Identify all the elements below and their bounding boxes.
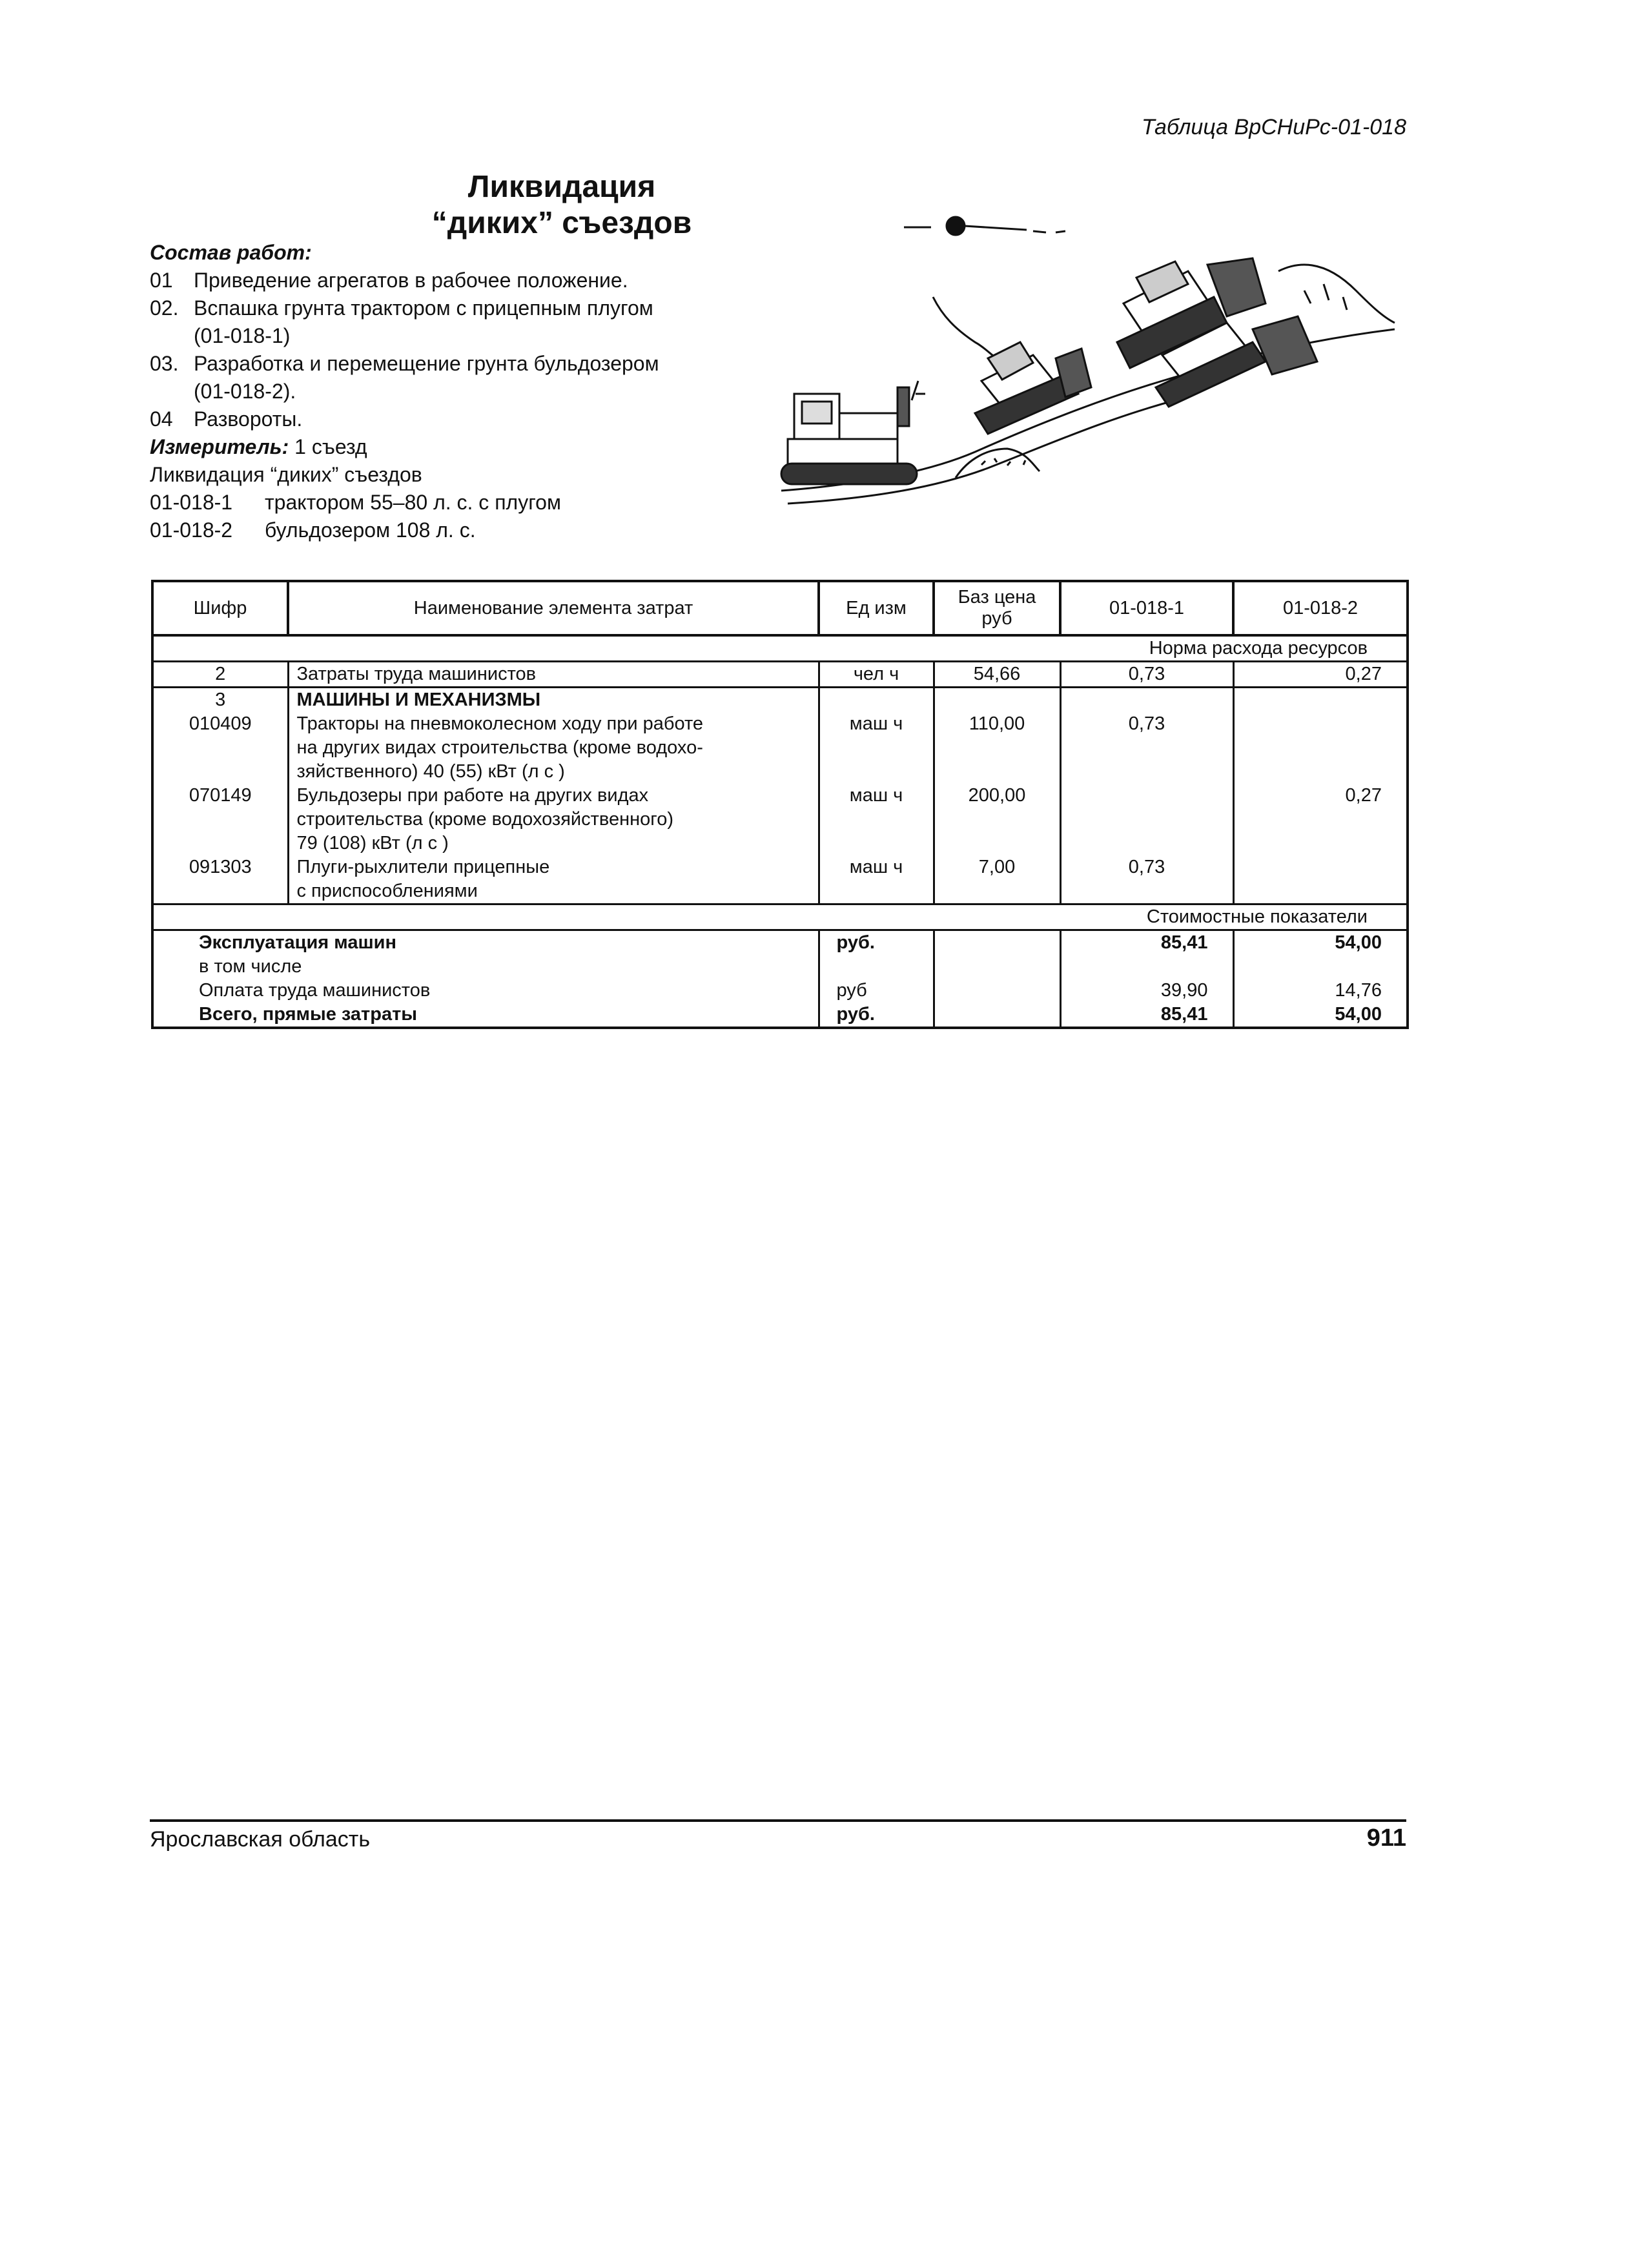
work-item [150,267,770,294]
cell-code: 070149 [152,784,288,855]
title-line-2: “диких” съездов [431,206,692,240]
cell-name-line: 79 (108) кВт (л с ) [296,833,449,853]
work-item-num: 01 [150,269,173,292]
measure-label: Измеритель: [150,435,289,458]
cell-v2 [1233,712,1408,784]
cell-price: 7,00 [934,855,1060,904]
variant-code: 01-018-2 [150,518,233,542]
cell-unit: руб. [819,1003,934,1028]
table-row [152,955,1408,979]
cell-name: МАШИНЫ И МЕХАНИЗМЫ [288,688,819,713]
work-item-num: 02. [150,296,179,320]
work-item-cont: (01-018-1) [194,324,291,347]
cell-v2: 0,27 [1233,662,1408,688]
cell-code: 091303 [152,855,288,904]
header-price-line1: Баз цена [958,587,1036,608]
footer-region: Ярославская область [150,1827,371,1852]
work-item-text: Приведение агрегатов в рабочее положение. [194,269,628,292]
cell-code: 3 [152,688,288,713]
cell-v1: 0,73 [1060,712,1233,784]
variant-code: 01-018-1 [150,491,233,514]
resource-table [151,580,1409,1029]
section-norm: Норма расхода ресурсов [152,635,1408,662]
section-cost: Стоимостные показатели [152,904,1408,930]
cell-name: Эксплуатация машин [152,930,819,955]
cell-price: 54,66 [934,662,1060,688]
cell-v1: 0,73 [1060,855,1233,904]
header-unit: Ед изм [819,581,934,635]
work-item [150,294,770,322]
measure-line [150,433,770,461]
table-id: Таблица ВрСНиРс-01-018 [1141,115,1406,139]
works-subtitle: Ликвидация “диких” съездов [150,463,422,486]
table-row [152,930,1408,955]
table-header-row [152,581,1408,635]
cell-unit: маш ч [819,784,934,855]
variant-line [150,516,770,544]
table-row [152,1003,1408,1028]
cell-name-line: Тракторы на пневмоколесном ходу при работе [296,713,704,734]
work-item-num: 03. [150,352,179,375]
cell-unit: чел ч [819,662,934,688]
header-code: Шифр [152,581,288,635]
cell-name [288,855,819,904]
cell-v2: 0,27 [1233,784,1408,855]
cell-code: 2 [152,662,288,688]
header-price-line2: руб [981,608,1012,629]
work-item-text: Вспашка грунта трактором с прицепным плугом [194,296,653,320]
work-item-num: 04 [150,407,173,431]
page-number: 911 [1366,1824,1406,1852]
header-name: Наименование элемента затрат [288,581,819,635]
variant-line [150,489,770,516]
cell-v1: 0,73 [1060,662,1233,688]
cell-name-line: строительства (кроме водохозяйственного) [296,809,674,830]
cell-name: в том числе [152,955,819,979]
table-row [152,662,1408,688]
work-item [150,350,770,378]
table-row [152,784,1408,855]
cell-name: Всего, прямые затраты [152,1003,819,1028]
header-col1: 01-018-1 [1060,581,1233,635]
bulldozer-illustration [762,194,1408,516]
cell-unit: руб. [819,930,934,955]
work-item-text: Разработка и перемещение грунта бульдозером [194,352,659,375]
cell-name: Оплата труда машинистов [152,979,819,1003]
cell-name [288,784,819,855]
cell-unit: руб [819,979,934,1003]
page-title [381,169,743,241]
table-row [152,979,1408,1003]
cell-v1 [1060,784,1233,855]
cell-v2: 14,76 [1233,979,1408,1003]
title-line-1: Ликвидация [467,170,656,204]
header-price [934,581,1060,635]
header-col2: 01-018-2 [1233,581,1408,635]
table-row [152,688,1408,713]
cell-name [288,712,819,784]
work-item [150,405,770,433]
work-item-cont: (01-018-2). [194,380,296,403]
cell-v1: 85,41 [1060,1003,1233,1028]
cell-v2: 54,00 [1233,1003,1408,1028]
cell-name-line: Бульдозеры при работе на других видах [296,785,649,806]
works-heading: Состав работ: [150,241,312,264]
work-item-text: Развороты. [194,407,303,431]
table-row [152,855,1408,904]
cell-v2: 54,00 [1233,930,1408,955]
cell-name-line: Плуги-рыхлители прицепные [296,857,550,877]
variant-text: бульдозером 108 л. с. [265,518,476,542]
section-row [152,904,1408,930]
cell-v1: 85,41 [1060,930,1233,955]
table-row [152,712,1408,784]
measure-value: 1 съезд [289,435,367,458]
cell-code: 010409 [152,712,288,784]
cell-name-line: с приспособлениями [296,881,478,901]
cell-price: 200,00 [934,784,1060,855]
cell-name: Затраты труда машинистов [288,662,819,688]
cell-name-line: на других видах строительства (кроме водохо- [296,737,703,758]
variant-text: трактором 55–80 л. с. с плугом [265,491,561,514]
work-composition [150,239,770,544]
cell-unit: маш ч [819,855,934,904]
cell-v2 [1233,855,1408,904]
section-row [152,635,1408,662]
cell-name-line: зяйственного) 40 (55) кВт (л с ) [296,761,565,782]
cell-unit: маш ч [819,712,934,784]
cell-v1: 39,90 [1060,979,1233,1003]
cell-price: 110,00 [934,712,1060,784]
footer-rule [150,1819,1406,1822]
